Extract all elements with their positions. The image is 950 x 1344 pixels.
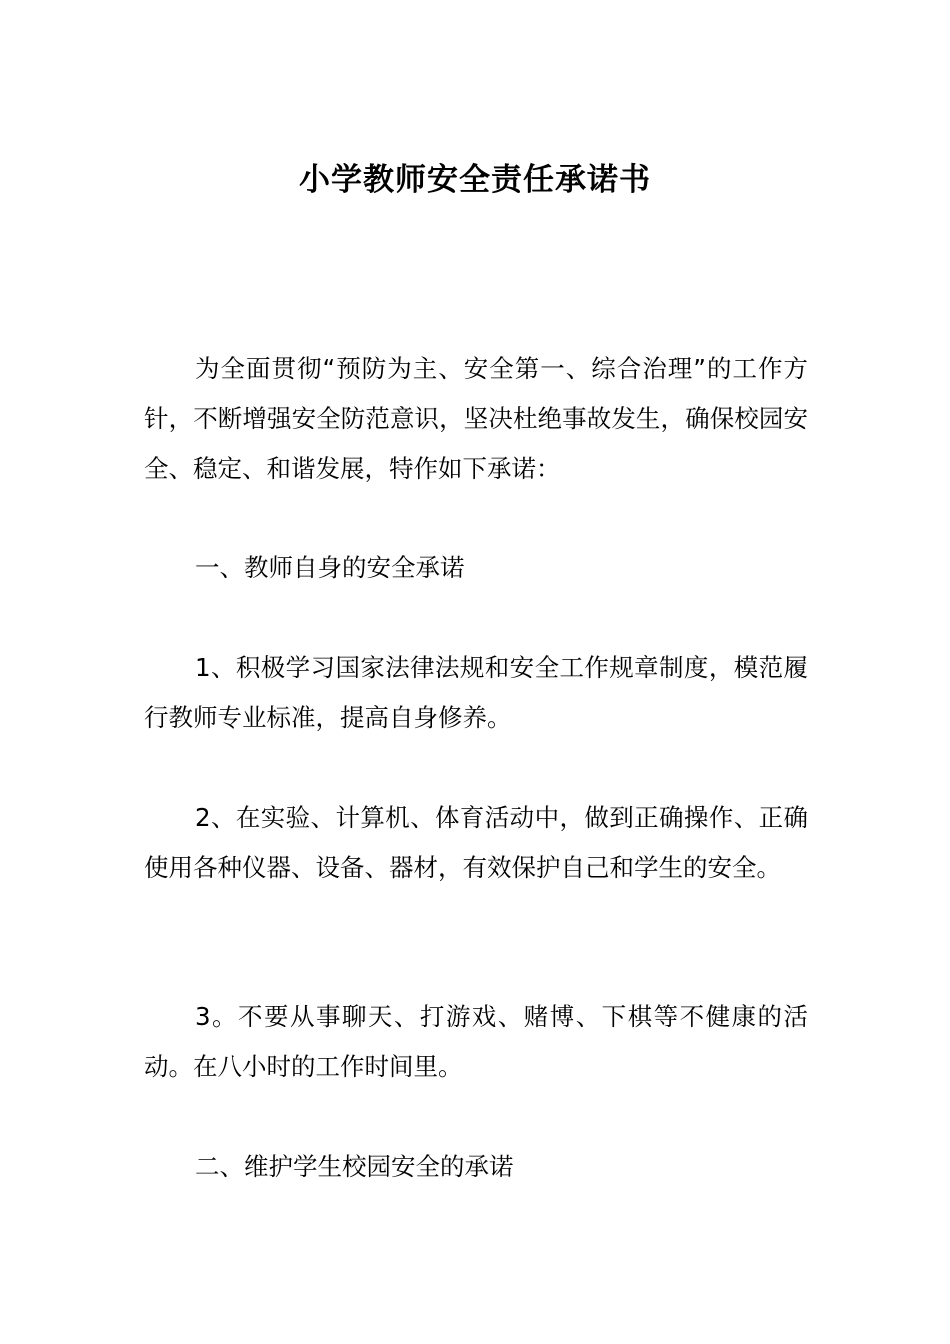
intro-paragraph: 为全面贯彻“预防为主、安全第一、综合治理”的工作方针，不断增强安全防范意识，坚决杜绝事故发生，确保校园安全、稳定、和谐发展，特作如下承诺： — [144, 354, 808, 483]
item-3-paragraph: 3。不要从事聊天、打游戏、赌博、下棋等不健康的活动。在八小时的工作时间里。 — [144, 1002, 808, 1081]
item-2-paragraph: 2、在实验、计算机、体育活动中，做到正确操作、正确使用各种仪器、设备、器材，有效保护自己和学生的安全。 — [144, 803, 808, 882]
section-heading-2: 二、维护学生校园安全的承诺 — [195, 1152, 514, 1181]
section-heading-1: 一、教师自身的安全承诺 — [195, 553, 465, 582]
item-1-paragraph: 1、积极学习国家法律法规和安全工作规章制度，模范履行教师专业标准，提高自身修养。 — [144, 653, 808, 732]
document-title: 小学教师安全责任承诺书 — [299, 162, 651, 198]
